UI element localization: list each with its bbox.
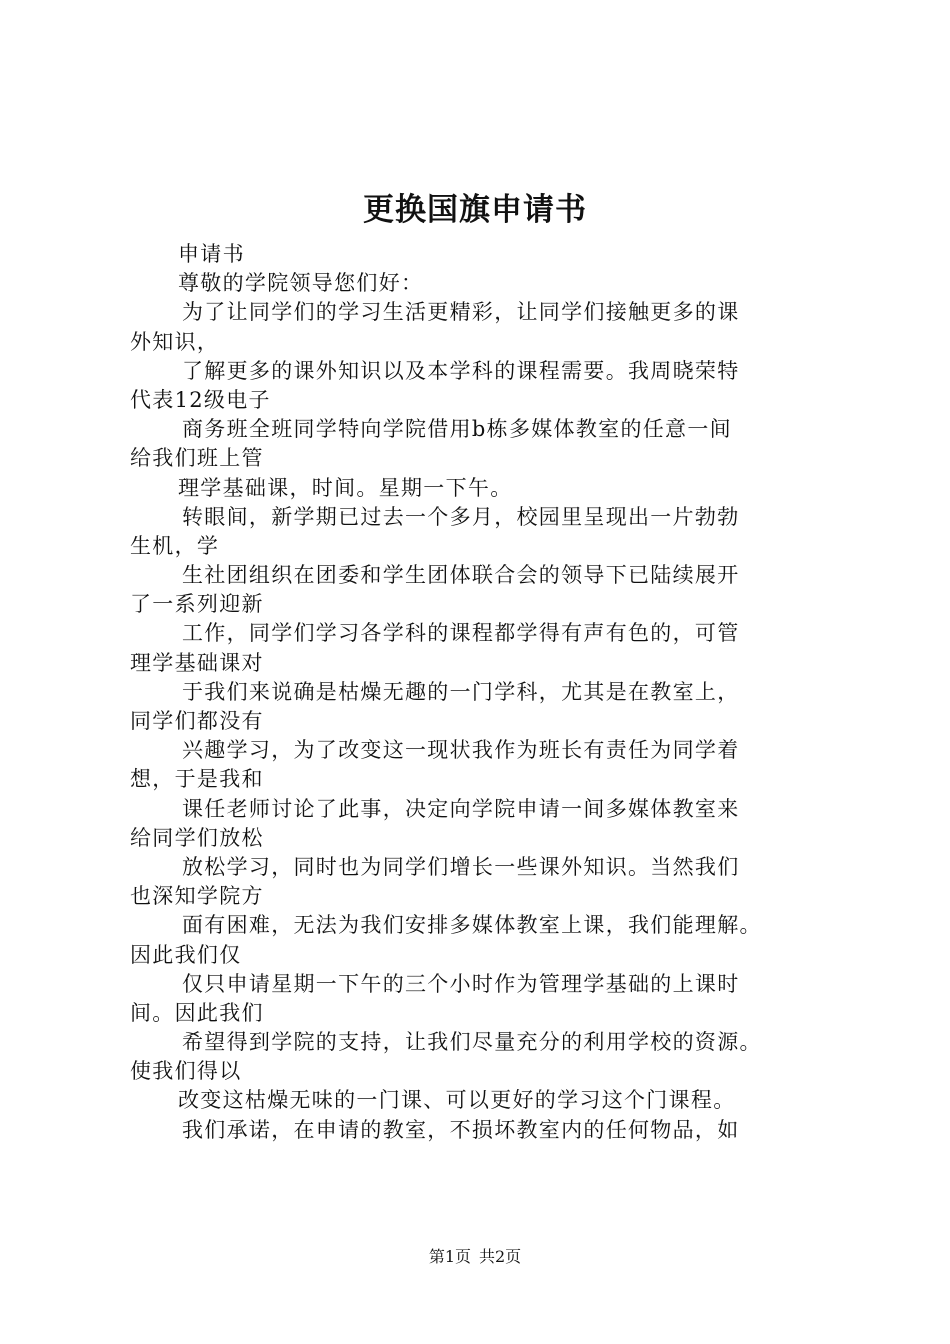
paragraph-line: 工作，同学们学习各学科的课程都学得有声有色的，可管 [182, 621, 740, 646]
paragraph-line: 使我们得以 [130, 1059, 242, 1084]
paragraph-line: 因此我们仅 [130, 942, 242, 967]
paragraph-line: 给同学们放松 [130, 825, 264, 850]
paragraph-line: 希望得到学院的支持，让我们尽量充分的利用学校的资源。 [182, 1030, 762, 1055]
paragraph-line: 外知识， [130, 329, 220, 354]
paragraph-line: 申请书 [178, 242, 245, 266]
page-footer [0, 1244, 950, 1267]
document-title: 更换国旗申请书 [363, 192, 587, 228]
paragraph-line: 我们承诺，在申请的教室，不损坏教室内的任何物品，如 [182, 1117, 740, 1142]
paragraph-line: 代表12级电子 [130, 387, 271, 412]
page-total: 共2页 [479, 1247, 522, 1266]
paragraph-line: 兴趣学习，为了改变这一现状我作为班长有责任为同学着 [182, 738, 740, 763]
paragraph-line: 仅只申请星期一下午的三个小时作为管理学基础的上课时 [182, 971, 740, 996]
paragraph-line: 转眼间，新学期已过去一个多月，校园里呈现出一片勃勃 [182, 504, 740, 529]
paragraph-line: 为了让同学们的学习生活更精彩，让同学们接触更多的课 [182, 300, 740, 325]
page-number: 第1页 [428, 1247, 471, 1266]
document-body [130, 240, 850, 1145]
paragraph-line: 间。因此我们 [130, 1000, 264, 1025]
paragraph-line: 同学们都没有 [130, 709, 264, 733]
paragraph-line: 生社团组织在团委和学生团体联合会的领导下已陆续展开 [182, 563, 740, 588]
paragraph-line: 生机，学 [130, 533, 220, 558]
paragraph-line: 理学基础课对 [130, 650, 264, 675]
paragraph-line: 给我们班上管 [130, 446, 264, 471]
paragraph-line: 改变这枯燥无味的一门课、可以更好的学习这个门课程。 [178, 1088, 736, 1113]
paragraph-line: 放松学习，同时也为同学们增长一些课外知识。当然我们 [182, 854, 740, 879]
paragraph-line: 尊敬的学院领导您们好： [178, 271, 424, 296]
paragraph-line: 课任老师讨论了此事，决定向学院申请一间多媒体教室来 [182, 796, 740, 821]
paragraph-line: 也深知学院方 [130, 884, 264, 909]
paragraph-line: 商务班全班同学特向学院借用b栋多媒体教室的任意一间 [182, 417, 732, 442]
paragraph-line: 了一系列迎新 [130, 592, 264, 617]
paragraph-line: 于我们来说确是枯燥无趣的一门学科，尤其是在教室上， [182, 679, 740, 704]
paragraph-line: 理学基础课，时间。星期一下午。 [178, 475, 513, 500]
paragraph-line: 了解更多的课外知识以及本学科的课程需要。我周晓荣特 [182, 358, 740, 383]
paragraph-line: 面有困难，无法为我们安排多媒体教室上课，我们能理解。 [182, 913, 762, 938]
paragraph-line: 想，于是我和 [130, 767, 264, 792]
